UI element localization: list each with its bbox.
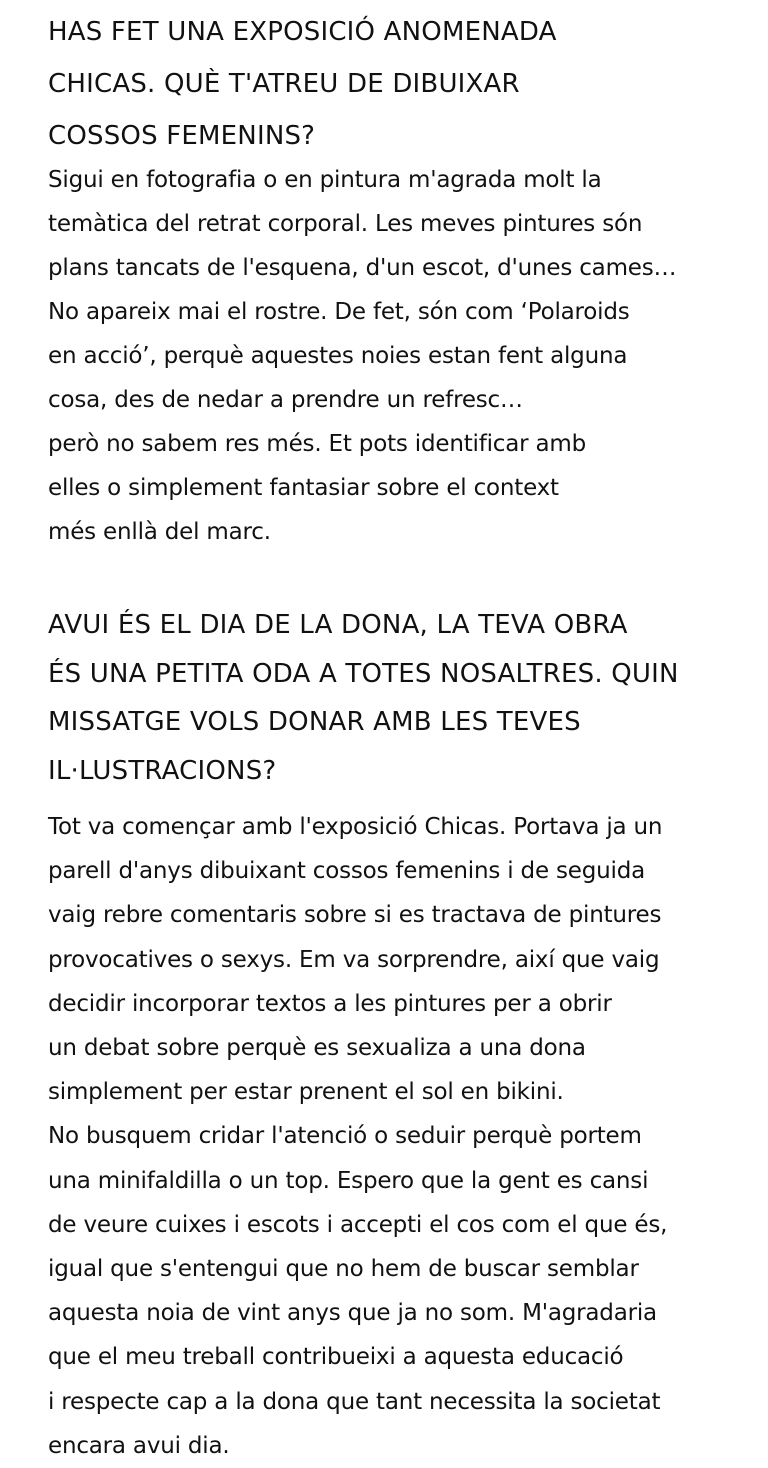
answer-paragraph-2 <box>48 805 667 1468</box>
answer-line: No busquem cridar l'atenció o seduir perquè portem <box>48 1123 642 1150</box>
question-line: MISSATGE VOLS DONAR AMB LES TEVES <box>48 707 581 737</box>
answer-line: plans tancats de l'esquena, d'un escot, d'unes cames… <box>48 255 677 281</box>
question-heading-1 <box>48 6 557 162</box>
answer-line: provocatives o sexys. Em va sorprendre, així que vaig <box>48 946 660 973</box>
answer-line: vaig rebre comentaris sobre si es tractava de pintures <box>48 902 662 929</box>
question-line: AVUI ÉS EL DIA DE LA DONA, LA TEVA OBRA <box>48 610 628 640</box>
answer-line: encara avui dia. <box>48 1432 230 1459</box>
answer-line: elles o simplement fantasiar sobre el context <box>48 475 559 501</box>
answer-line: un debat sobre perquè es sexualiza a una dona <box>48 1035 586 1062</box>
answer-line: parell d'anys dibuixant cossos femenins i de seguida <box>48 858 646 885</box>
answer-line: decidir incorporar textos a les pintures per a obrir <box>48 990 612 1017</box>
answer-line: més enllà del marc. <box>48 519 271 545</box>
question-line: HAS FET UNA EXPOSICIÓ ANOMENADA <box>48 17 557 47</box>
answer-line: Tot va començar amb l'exposició Chicas. Portava ja un <box>48 814 663 840</box>
question-line: CHICAS. QUÈ T'ATREU DE DIBUIXAR <box>48 69 520 99</box>
answer-paragraph-1 <box>48 158 676 554</box>
answer-line: igual que s'entengui que no hem de buscar semblar <box>48 1256 639 1283</box>
answer-line: però no sabem res més. Et pots identificar amb <box>48 431 587 457</box>
answer-line: simplement per estar prenent el sol en bikini. <box>48 1079 564 1106</box>
answer-line: temàtica del retrat corporal. Les meves pintures són <box>48 211 643 237</box>
answer-line: aquesta noia de vint anys que ja no som. M'agradaria <box>48 1300 657 1327</box>
answer-line: una minifaldilla o un top. Espero que la gent es cansi <box>48 1167 649 1194</box>
answer-line: que el meu treball contribueixi a aquesta educació <box>48 1344 624 1371</box>
answer-line: de veure cuixes i escots i accepti el cos com el que és, <box>48 1211 668 1238</box>
answer-line: Sigui en fotografia o en pintura m'agrada molt la <box>48 167 602 193</box>
answer-line: cosa, des de nedar a prendre un refresc… <box>48 387 523 413</box>
answer-line: No apareix mai el rostre. De fet, són com ‘Polaroids <box>48 299 630 325</box>
question-line: IL·LUSTRACIONS? <box>48 755 277 786</box>
question-line: COSSOS FEMENINS? <box>48 121 316 151</box>
question-line: ÉS UNA PETITA ODA A TOTES NOSALTRES. QUIN <box>48 658 679 689</box>
question-heading-2 <box>48 601 679 795</box>
answer-line: i respecte cap a la dona que tant necessita la societat <box>48 1388 661 1415</box>
answer-line: en acció’, perquè aquestes noies estan fent alguna <box>48 343 628 369</box>
